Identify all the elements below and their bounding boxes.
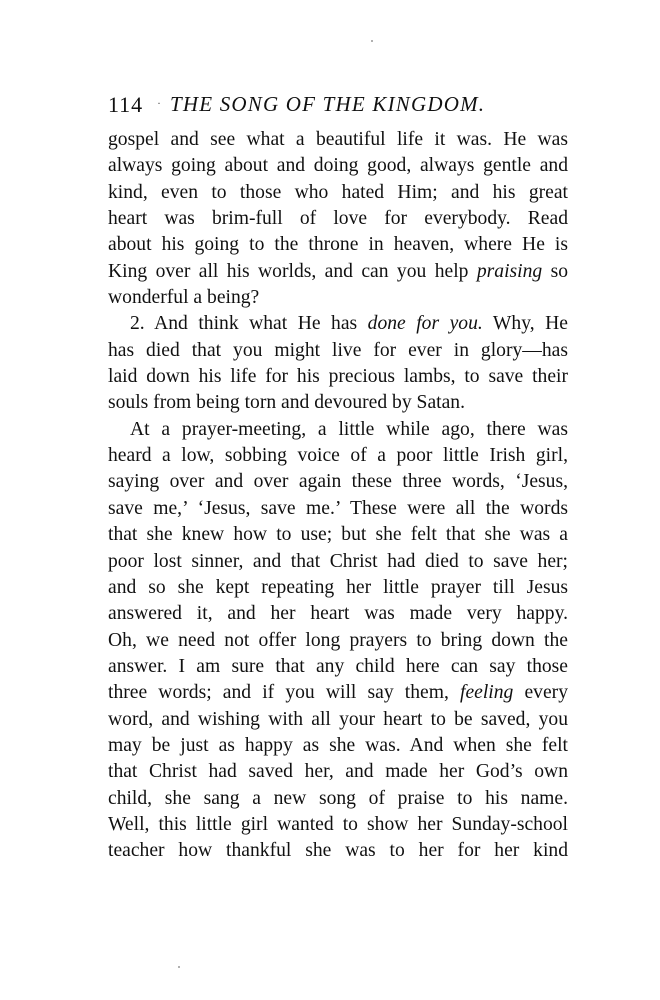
- text-line: [108, 522, 568, 548]
- scan-speck: [178, 966, 180, 968]
- text-segment: so: [542, 260, 568, 282]
- body-text: [108, 127, 568, 865]
- text-line: [108, 311, 568, 337]
- header-separator-dot: ·: [157, 96, 161, 110]
- text-line: [108, 786, 568, 812]
- text-segment: that Christ had saved her, and made her God’s own: [108, 761, 568, 783]
- text-segment: Why, He: [482, 313, 568, 335]
- text-segment: At a prayer-meeting, a little while ago, there was: [130, 418, 568, 440]
- text-segment: three words; and if you will say them,: [108, 682, 460, 704]
- text-segment: heard a low, sobbing voice of a poor little Irish girl,: [108, 445, 568, 467]
- text-line: [108, 812, 568, 838]
- text-line: [108, 127, 568, 153]
- text-segment: kind, even to those who hated Him; and his great: [108, 181, 568, 203]
- text-line: [108, 390, 568, 416]
- text-line: [108, 759, 568, 785]
- text-line: [108, 707, 568, 733]
- text-line: [108, 259, 568, 285]
- text-line: [108, 601, 568, 627]
- text-line: [108, 469, 568, 495]
- text-line: [108, 549, 568, 575]
- text-segment: King over all his worlds, and can you help: [108, 260, 477, 282]
- italic-text: feeling: [460, 682, 514, 704]
- text-segment: teacher how thankful she was to her for her kind: [108, 840, 568, 862]
- text-segment: Well, this little girl wanted to show her Sunday-school: [108, 813, 568, 835]
- text-segment: always going about and doing good, always gentle and: [108, 155, 568, 177]
- italic-text: done for you.: [367, 313, 483, 335]
- text-segment: about his going to the throne in heaven, where He is: [108, 234, 568, 256]
- text-line: [108, 180, 568, 206]
- text-segment: every: [513, 682, 568, 704]
- running-title: THE SONG OF THE KINGDOM.: [170, 92, 486, 116]
- text-line: [108, 206, 568, 232]
- text-line: [108, 232, 568, 258]
- text-line: [108, 153, 568, 179]
- text-segment: answer. I am sure that any child here can say those: [108, 655, 568, 677]
- text-line: [108, 496, 568, 522]
- text-line: [108, 680, 568, 706]
- text-segment: child, she sang a new song of praise to his name.: [108, 787, 568, 809]
- page-header: [108, 92, 568, 118]
- italic-text: praising: [476, 260, 543, 282]
- text-segment: that she knew how to use; but she felt that she was a: [108, 524, 568, 546]
- text-segment: gospel and see what a beautiful life it was. He was: [108, 129, 568, 150]
- text-line: [108, 417, 568, 443]
- text-segment: 2. And think what He has: [130, 313, 368, 335]
- text-line: [108, 628, 568, 654]
- text-segment: answered it, and her heart was made very happy.: [108, 603, 568, 625]
- text-segment: laid down his life for his precious lambs, to save their: [108, 366, 568, 388]
- text-line: [108, 575, 568, 601]
- text-segment: souls from being torn and devoured by Satan.: [108, 392, 465, 414]
- text-line: [108, 838, 568, 864]
- text-line: [108, 364, 568, 390]
- text-line: [108, 443, 568, 469]
- text-segment: Oh, we need not offer long prayers to bring down the: [108, 629, 568, 651]
- text-segment: may be just as happy as she was. And when she felt: [108, 734, 568, 756]
- text-segment: word, and wishing with all your heart to be saved, you: [108, 708, 568, 730]
- text-segment: and so she kept repeating her little prayer till Jesus: [108, 576, 568, 598]
- text-line: [108, 733, 568, 759]
- text-segment: heart was brim-full of love for everybody. Read: [108, 208, 568, 230]
- text-line: [108, 654, 568, 680]
- scan-speck: [371, 40, 373, 42]
- text-segment: save me,’ ‘Jesus, save me.’ These were all the words: [108, 497, 568, 519]
- text-segment: saying over and over again these three words, ‘Jesus,: [108, 471, 568, 493]
- text-segment: wonderful a being?: [108, 287, 260, 309]
- page-number: 114: [108, 92, 144, 117]
- text-segment: poor lost sinner, and that Christ had died to save her;: [108, 550, 568, 572]
- text-line: [108, 285, 568, 311]
- text-line: [108, 338, 568, 364]
- text-segment: has died that you might live for ever in glory—has: [108, 339, 568, 361]
